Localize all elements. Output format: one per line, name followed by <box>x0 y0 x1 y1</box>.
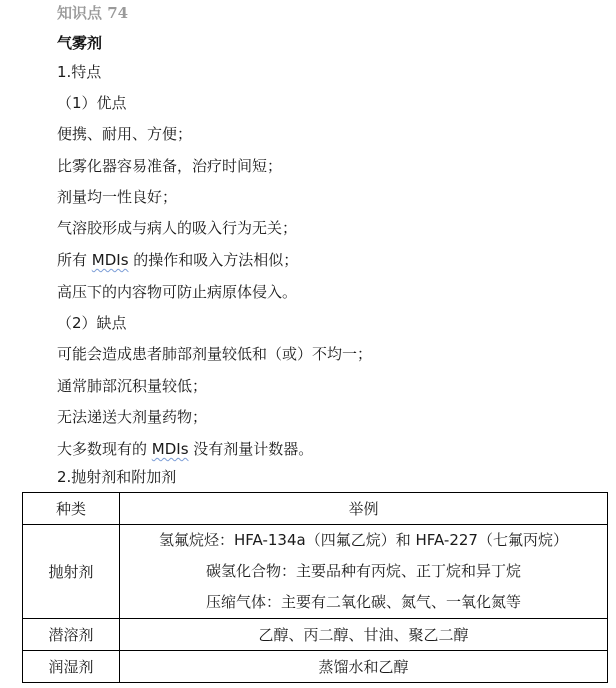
type-cell-propellant: 抛射剂 <box>23 525 120 619</box>
disadvantages-title: （2）缺点 <box>57 314 127 332</box>
disadvantage-item: 可能会造成患者肺部剂量较低和（或）不均一； <box>57 345 373 363</box>
header-type: 种类 <box>23 493 120 525</box>
advantage-item <box>57 250 298 270</box>
table-row <box>23 619 608 651</box>
propellant-example: 压缩气体：主要有二氧化碳、氮气、一氧化氮等 <box>205 593 521 611</box>
disadvantage-item-suffix: 没有剂量计数器。 <box>188 440 314 458</box>
example-cell-propellant <box>120 525 608 619</box>
section-title-features: 1.特点 <box>57 63 102 81</box>
advantage-item-prefix: 所有 <box>57 251 92 269</box>
advantages-title: （1）优点 <box>57 94 127 112</box>
disadvantage-item: 无法递送大剂量药物； <box>57 408 208 426</box>
table-row <box>23 525 608 619</box>
disadvantage-item: 通常肺部沉积量较低； <box>57 377 208 395</box>
mdis-term: MDIs <box>91 251 129 269</box>
page-title: 气雾剂 <box>57 34 103 52</box>
advantage-item: 比雾化器容易准备，治疗时间短； <box>57 157 283 175</box>
advantage-item: 高压下的内容物可防止病原体侵入。 <box>57 283 298 301</box>
knowledge-point-label: 知识点 74 <box>57 4 129 22</box>
advantage-item: 气溶胶形成与病人的吸入行为无关； <box>57 219 298 237</box>
advantage-item: 便携、耐用、方便； <box>57 125 193 143</box>
disadvantage-item <box>57 439 313 459</box>
propellant-example: 碳氢化合物：主要品种有丙烷、正丁烷和异丁烷 <box>205 562 521 580</box>
disadvantage-item-prefix: 大多数现有的 <box>57 440 152 458</box>
mdis-term: MDIs <box>151 440 189 458</box>
type-cell-cosolvent: 潜溶剂 <box>23 619 120 651</box>
table-header-row <box>23 493 608 525</box>
section-title-propellants: 2.抛射剂和附加剂 <box>57 468 177 486</box>
advantage-item-suffix: 的操作和吸入方法相似； <box>128 251 299 269</box>
header-example: 举例 <box>120 493 608 525</box>
propellant-table <box>22 492 608 683</box>
example-cell-wetting: 蒸馏水和乙醇 <box>120 651 608 683</box>
advantage-item: 剂量均一性良好； <box>57 188 178 206</box>
table-row <box>23 651 608 683</box>
example-cell-cosolvent: 乙醇、丙二醇、甘油、聚乙二醇 <box>120 619 608 651</box>
type-cell-wetting: 润湿剂 <box>23 651 120 683</box>
propellant-example: 氢氟烷烃：HFA-134a（四氟乙烷）和 HFA-227（七氟丙烷） <box>159 531 568 549</box>
